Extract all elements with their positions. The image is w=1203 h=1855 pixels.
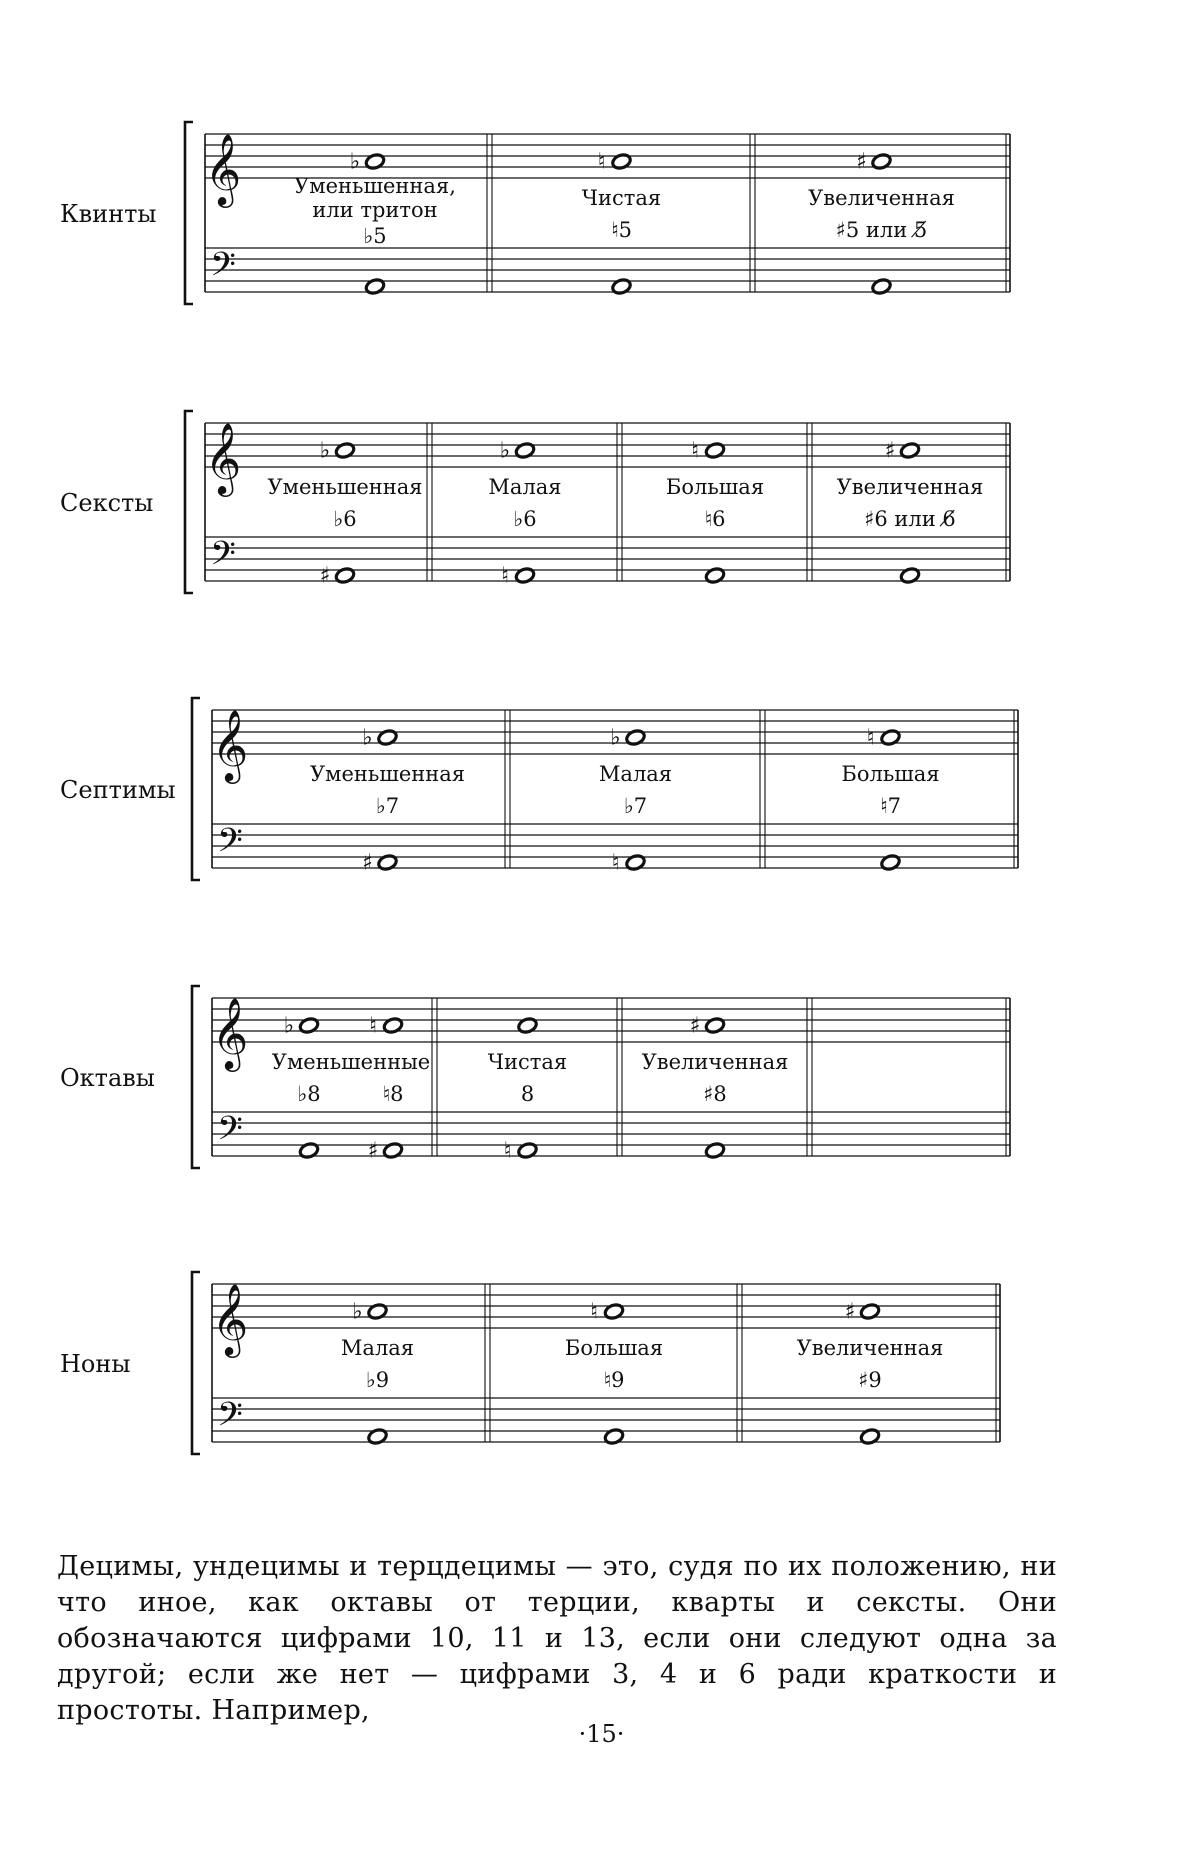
whole-note — [704, 1017, 725, 1035]
interval-section — [837, 439, 984, 585]
accidental-icon: ♭ — [352, 1299, 363, 1325]
figured-bass-number: ♮6 — [704, 507, 726, 531]
whole-note — [611, 153, 632, 171]
whole-note — [517, 1017, 538, 1035]
interval-section — [841, 726, 939, 872]
accidental-icon: ♮ — [590, 1299, 598, 1325]
interval-name: Увеличенная — [808, 186, 955, 210]
interval-section — [488, 1017, 567, 1164]
bass-clef-icon: 𝄢 — [217, 1110, 243, 1156]
system-bracket — [192, 986, 200, 1168]
bass-clef-icon: 𝄢 — [210, 246, 236, 292]
figured-bass-number: ♭5 — [363, 224, 387, 248]
figured-bass-number: ♯6 или 6̸ — [864, 507, 956, 531]
figured-bass-number: 8 — [520, 1082, 535, 1106]
system-label: Сексты — [60, 489, 154, 517]
whole-note — [334, 567, 355, 585]
system-bracket — [192, 1272, 200, 1454]
whole-note — [382, 1142, 403, 1160]
treble-clef-icon: 𝄞 — [204, 421, 242, 494]
interval-name: Малая — [340, 1336, 415, 1360]
system-5 — [60, 1272, 1000, 1454]
whole-note — [625, 854, 646, 872]
interval-section — [267, 439, 422, 589]
whole-note — [367, 1303, 388, 1321]
whole-note — [298, 1142, 319, 1160]
whole-note — [517, 1142, 538, 1160]
figured-bass-number: ♮7 — [880, 794, 901, 818]
interval-name: Большая — [665, 475, 765, 499]
whole-note — [859, 1428, 880, 1446]
system-bracket — [192, 698, 200, 880]
system-3 — [60, 698, 1018, 880]
figured-bass-number: ♭6 — [333, 507, 357, 531]
accidental-icon: ♮ — [501, 563, 509, 589]
bass-clef-icon: 𝄢 — [217, 1396, 243, 1442]
whole-note — [899, 442, 920, 460]
accidental-icon: ♭ — [362, 725, 373, 751]
interval-section — [341, 1300, 414, 1446]
body-paragraph: Децимы, ундецимы и терцдецимы — это, судя по их положению, ни что иное, как октавы от терции, кварты и сексты. Они обозначаются цифрами 10, 11 и 13, если они следуют одна за другой; если же нет — цифрами 3, 4 и 6 ради краткости и простоты. Например, — [57, 1551, 1057, 1726]
interval-name: Чистая — [487, 1050, 568, 1074]
system-label: Ноны — [60, 1350, 131, 1378]
whole-note — [880, 854, 901, 872]
system-label: Квинты — [60, 200, 157, 228]
interval-section — [642, 1014, 789, 1160]
accidental-icon: ♯ — [362, 850, 373, 876]
page-number: ·15· — [578, 1720, 625, 1748]
whole-note — [899, 567, 920, 585]
whole-note — [514, 442, 535, 460]
treble-clef-icon: 𝄞 — [211, 996, 249, 1069]
accidental-icon: ♮ — [597, 149, 606, 175]
accidental-icon: ♯ — [689, 1013, 701, 1039]
interval-name: Увеличенная — [641, 1050, 789, 1074]
accidental-icon: ♯ — [884, 438, 896, 464]
treble-clef-icon: 𝄞 — [204, 132, 242, 205]
accidental-icon: ♭ — [349, 149, 361, 175]
interval-name: Увеличенная — [796, 1336, 944, 1360]
system-1 — [60, 122, 1010, 304]
accidental-icon: ♮ — [611, 850, 620, 876]
figured-bass-number: ♭6 — [513, 507, 537, 531]
system-label: Октавы — [60, 1064, 155, 1092]
system-2 — [60, 411, 1010, 593]
interval-section — [808, 150, 955, 296]
figured-bass-number: ♯5 или 5̸ — [835, 218, 928, 242]
whole-note — [603, 1303, 624, 1321]
whole-note — [334, 442, 355, 460]
accidental-icon: ♮ — [369, 1013, 377, 1039]
figured-bass-number: ♮9 — [603, 1368, 625, 1392]
figured-bass-number: ♯9 — [858, 1368, 882, 1392]
whole-note — [611, 278, 632, 296]
accidental-icon: ♮ — [866, 725, 875, 751]
figured-bass-number: ♯8 — [703, 1082, 727, 1106]
interval-section — [666, 439, 764, 585]
whole-note — [871, 153, 892, 171]
interval-section — [310, 726, 465, 876]
interval-name: Большая — [841, 762, 940, 786]
treble-staff — [212, 998, 1010, 1042]
interval-section — [488, 439, 561, 589]
accidental-icon: ♭ — [499, 438, 511, 464]
whole-note — [377, 854, 398, 872]
whole-note — [377, 729, 398, 747]
interval-name: Уменьшенная, — [294, 174, 456, 198]
interval-section — [272, 1014, 430, 1164]
interval-name: Уменьшенная — [309, 762, 466, 786]
accidental-icon: ♯ — [367, 1138, 379, 1164]
whole-note — [298, 1017, 319, 1035]
whole-note — [859, 1303, 880, 1321]
whole-note — [514, 567, 535, 585]
interval-section — [294, 150, 456, 296]
treble-clef-icon: 𝄞 — [211, 1282, 249, 1355]
bass-staff — [212, 1112, 1010, 1156]
interval-name: Уменьшенная — [267, 475, 423, 499]
accidental-icon: ♯ — [319, 563, 331, 589]
figured-bass-number: ♭9 — [365, 1368, 390, 1392]
interval-name: Малая — [598, 762, 673, 786]
accidental-icon: ♯ — [844, 1299, 856, 1325]
interval-name: или тритон — [312, 198, 438, 222]
whole-note — [603, 1428, 624, 1446]
interval-name: Уменьшенные — [271, 1050, 431, 1074]
accidental-icon: ♮ — [691, 438, 699, 464]
interval-section — [565, 1300, 663, 1446]
bass-clef-icon: 𝄢 — [217, 822, 243, 868]
interval-name: Малая — [488, 475, 562, 499]
figured-bass-number: ♭8 — [297, 1082, 321, 1106]
accidental-icon: ♮ — [503, 1138, 512, 1164]
system-label: Септимы — [60, 776, 176, 804]
whole-note — [704, 442, 725, 460]
bass-clef-icon: 𝄢 — [210, 535, 236, 581]
accidental-icon: ♭ — [610, 725, 621, 751]
whole-note — [880, 729, 901, 747]
whole-note — [704, 1142, 725, 1160]
figured-bass-number: ♭7 — [375, 794, 400, 818]
interval-section — [582, 150, 661, 296]
whole-note — [367, 1428, 388, 1446]
figured-bass-number: ♭7 — [623, 794, 648, 818]
accidental-icon: ♭ — [319, 438, 331, 464]
interval-section — [797, 1300, 944, 1446]
system-bracket — [185, 411, 193, 593]
accidental-icon: ♭ — [283, 1013, 295, 1039]
accidental-icon: ♯ — [856, 149, 867, 175]
interval-section — [599, 726, 672, 876]
system-bracket — [185, 122, 193, 304]
whole-note — [364, 153, 385, 171]
figured-bass-number: ♮8 — [382, 1082, 404, 1106]
whole-note — [871, 278, 892, 296]
treble-clef-icon: 𝄞 — [211, 708, 249, 781]
interval-name: Большая — [564, 1336, 664, 1360]
whole-note — [704, 567, 725, 585]
figured-bass-number: ♮5 — [611, 218, 632, 242]
whole-note — [364, 278, 385, 296]
whole-note — [625, 729, 646, 747]
treble-staff — [212, 1284, 1000, 1328]
whole-note — [382, 1017, 403, 1035]
interval-name: Увеличенная — [836, 475, 984, 499]
interval-name: Чистая — [581, 186, 662, 210]
system-4 — [60, 986, 1010, 1168]
